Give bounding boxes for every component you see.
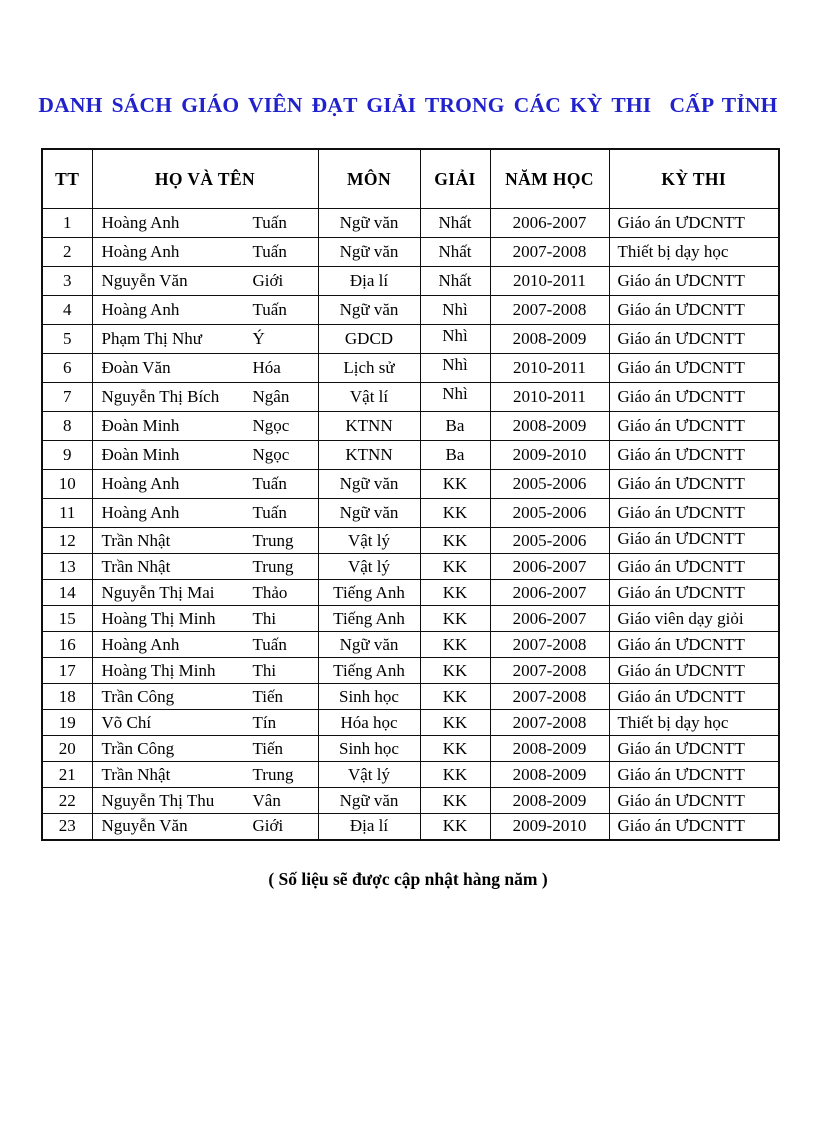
table-row	[42, 209, 779, 238]
cell-tt: 1	[42, 209, 92, 238]
cell-prize: KK	[420, 470, 490, 499]
cell-subject: Ngữ văn	[318, 788, 420, 814]
cell-exam: Giáo án ƯDCNTT	[609, 658, 779, 684]
cell-exam: Giáo án ƯDCNTT	[609, 267, 779, 296]
family-name: Hoàng Thị Minh	[101, 608, 216, 628]
cell-tt: 13	[42, 554, 92, 580]
cell-subject: Ngữ văn	[318, 470, 420, 499]
cell-exam: Giáo án ƯDCNTT	[609, 814, 779, 840]
cell-subject: KTNN	[318, 441, 420, 470]
cell-exam: Giáo án ƯDCNTT	[609, 383, 779, 412]
cell-name	[92, 736, 318, 762]
cell-name	[92, 296, 318, 325]
cell-exam: Giáo án ƯDCNTT	[609, 736, 779, 762]
table-row	[42, 606, 779, 632]
family-name: Hoàng Anh	[101, 300, 180, 319]
family-name: Trần Công	[101, 738, 175, 758]
cell-exam: Thiết bị dạy học	[609, 238, 779, 267]
cell-name	[92, 209, 318, 238]
cell-name	[92, 814, 318, 840]
cell-tt: 14	[42, 580, 92, 606]
cell-tt: 18	[42, 684, 92, 710]
cell-year: 2008-2009	[490, 762, 609, 788]
cell-prize: KK	[420, 499, 490, 528]
cell-name	[92, 606, 318, 632]
table-row	[42, 684, 779, 710]
table-row	[42, 528, 779, 554]
cell-exam: Giáo án ƯDCNTT	[609, 528, 779, 554]
cell-prize: Nhì	[420, 296, 490, 325]
cell-exam: Giáo án ƯDCNTT	[609, 325, 779, 354]
family-name: Nguyễn Văn	[101, 816, 188, 836]
cell-year: 2008-2009	[490, 736, 609, 762]
cell-subject: Ngữ văn	[318, 238, 420, 267]
cell-year: 2007-2008	[490, 658, 609, 684]
cell-name	[92, 441, 318, 470]
cell-year: 2010-2011	[490, 267, 609, 296]
given-name: Giới	[252, 271, 284, 290]
table-row	[42, 499, 779, 528]
header-prize: GIẢI	[420, 149, 490, 209]
given-name: Tuấn	[252, 503, 287, 522]
cell-subject: Ngữ văn	[318, 632, 420, 658]
table-row	[42, 762, 779, 788]
cell-prize: Ba	[420, 412, 490, 441]
family-name: Võ Chí	[101, 712, 152, 732]
family-name: Đoàn Minh	[101, 445, 180, 464]
cell-tt: 7	[42, 383, 92, 412]
cell-name	[92, 354, 318, 383]
page-title: DANH SÁCH GIÁO VIÊN ĐẠT GIẢI TRONG CÁC KỲ THI CẤP TỈNH	[38, 93, 778, 117]
table-row	[42, 658, 779, 684]
cell-year: 2005-2006	[490, 528, 609, 554]
cell-year: 2006-2007	[490, 606, 609, 632]
table-row	[42, 580, 779, 606]
table-header	[42, 149, 779, 209]
family-name: Trần Nhật	[101, 530, 171, 550]
cell-tt: 11	[42, 499, 92, 528]
cell-name	[92, 658, 318, 684]
cell-prize: Ba	[420, 441, 490, 470]
cell-year: 2008-2009	[490, 325, 609, 354]
cell-year: 2010-2011	[490, 354, 609, 383]
given-name: Tiến	[252, 686, 284, 706]
cell-year: 2006-2007	[490, 580, 609, 606]
cell-year: 2006-2007	[490, 209, 609, 238]
cell-name	[92, 580, 318, 606]
cell-name	[92, 528, 318, 554]
family-name: Phạm Thị Như	[101, 329, 203, 348]
cell-exam: Giáo án ƯDCNTT	[609, 296, 779, 325]
cell-prize: KK	[420, 684, 490, 710]
family-name: Nguyễn Thị Bích	[101, 387, 220, 406]
cell-year: 2010-2011	[490, 383, 609, 412]
given-name: Vân	[252, 790, 281, 810]
table-row	[42, 354, 779, 383]
given-name: Tuấn	[252, 474, 287, 493]
header-tt: TT	[42, 149, 92, 209]
given-name: Tuấn	[252, 213, 287, 232]
table-row	[42, 736, 779, 762]
cell-name	[92, 412, 318, 441]
given-name: Trung	[252, 556, 294, 576]
cell-exam: Giáo án ƯDCNTT	[609, 580, 779, 606]
cell-subject: Vật lý	[318, 554, 420, 580]
family-name: Đoàn Văn	[101, 358, 171, 377]
family-name: Hoàng Anh	[101, 242, 180, 261]
cell-year: 2006-2007	[490, 554, 609, 580]
cell-prize: KK	[420, 814, 490, 840]
cell-exam: Giáo án ƯDCNTT	[609, 788, 779, 814]
family-name: Hoàng Thị Minh	[101, 660, 216, 680]
cell-name	[92, 499, 318, 528]
cell-exam: Giáo án ƯDCNTT	[609, 499, 779, 528]
header-subject: MÔN	[318, 149, 420, 209]
header-row	[42, 149, 779, 209]
cell-name	[92, 710, 318, 736]
cell-prize: Nhì	[420, 325, 490, 354]
given-name: Thảo	[252, 582, 288, 602]
cell-year: 2009-2010	[490, 814, 609, 840]
cell-exam: Giáo án ƯDCNTT	[609, 209, 779, 238]
cell-tt: 2	[42, 238, 92, 267]
awards-table	[41, 148, 780, 841]
cell-subject: Ngữ văn	[318, 296, 420, 325]
cell-exam: Giáo án ƯDCNTT	[609, 412, 779, 441]
cell-exam: Thiết bị dạy học	[609, 710, 779, 736]
table-row	[42, 710, 779, 736]
family-name: Nguyễn Văn	[101, 271, 188, 290]
table-row	[42, 296, 779, 325]
cell-prize: KK	[420, 528, 490, 554]
cell-subject: Tiếng Anh	[318, 606, 420, 632]
family-name: Đoàn Minh	[101, 416, 180, 435]
cell-year: 2007-2008	[490, 710, 609, 736]
cell-subject: Tiếng Anh	[318, 658, 420, 684]
cell-exam: Giáo án ƯDCNTT	[609, 684, 779, 710]
table-row	[42, 632, 779, 658]
table-row	[42, 441, 779, 470]
cell-prize: KK	[420, 762, 490, 788]
cell-year: 2008-2009	[490, 788, 609, 814]
cell-prize: KK	[420, 606, 490, 632]
cell-tt: 9	[42, 441, 92, 470]
header-name: HỌ VÀ TÊN	[92, 149, 318, 209]
family-name: Hoàng Anh	[101, 634, 180, 654]
given-name: Hóa	[252, 358, 281, 377]
cell-tt: 22	[42, 788, 92, 814]
table-row	[42, 814, 779, 840]
cell-subject: Vật lý	[318, 528, 420, 554]
cell-year: 2007-2008	[490, 684, 609, 710]
cell-prize: Nhì	[420, 354, 490, 383]
given-name: Thi	[252, 660, 277, 680]
given-name: Ngọc	[252, 416, 290, 435]
table-row	[42, 554, 779, 580]
cell-tt: 15	[42, 606, 92, 632]
cell-year: 2007-2008	[490, 296, 609, 325]
cell-subject: Hóa học	[318, 710, 420, 736]
cell-subject: GDCD	[318, 325, 420, 354]
cell-subject: Sinh học	[318, 684, 420, 710]
cell-tt: 8	[42, 412, 92, 441]
given-name: Trung	[252, 764, 294, 784]
cell-tt: 10	[42, 470, 92, 499]
cell-subject: Tiếng Anh	[318, 580, 420, 606]
family-name: Hoàng Anh	[101, 213, 180, 232]
family-name: Nguyễn Thị Mai	[101, 582, 215, 602]
cell-subject: Ngữ văn	[318, 209, 420, 238]
table-row	[42, 383, 779, 412]
cell-exam: Giáo án ƯDCNTT	[609, 470, 779, 499]
cell-tt: 6	[42, 354, 92, 383]
given-name: Thi	[252, 608, 277, 628]
header-exam: KỲ THI	[609, 149, 779, 209]
cell-prize: KK	[420, 658, 490, 684]
cell-year: 2008-2009	[490, 412, 609, 441]
cell-exam: Giáo án ƯDCNTT	[609, 632, 779, 658]
cell-name	[92, 632, 318, 658]
given-name: Trung	[252, 530, 294, 550]
cell-tt: 12	[42, 528, 92, 554]
cell-prize: KK	[420, 580, 490, 606]
cell-subject: Địa lí	[318, 814, 420, 840]
given-name: Tuấn	[252, 242, 287, 261]
cell-name	[92, 267, 318, 296]
given-name: Tuấn	[252, 300, 287, 319]
given-name: Tín	[252, 712, 277, 732]
cell-prize: Nhất	[420, 267, 490, 296]
cell-name	[92, 383, 318, 412]
cell-exam: Giáo viên dạy giỏi	[609, 606, 779, 632]
cell-tt: 5	[42, 325, 92, 354]
family-name: Trần Công	[101, 686, 175, 706]
cell-prize: KK	[420, 632, 490, 658]
table-row	[42, 470, 779, 499]
cell-exam: Giáo án ƯDCNTT	[609, 441, 779, 470]
cell-name	[92, 554, 318, 580]
cell-year: 2005-2006	[490, 499, 609, 528]
cell-subject: KTNN	[318, 412, 420, 441]
family-name: Trần Nhật	[101, 764, 171, 784]
cell-tt: 3	[42, 267, 92, 296]
cell-year: 2009-2010	[490, 441, 609, 470]
cell-prize: KK	[420, 554, 490, 580]
cell-tt: 16	[42, 632, 92, 658]
cell-subject: Lịch sử	[318, 354, 420, 383]
cell-tt: 19	[42, 710, 92, 736]
cell-prize: KK	[420, 788, 490, 814]
family-name: Nguyễn Thị Thu	[101, 790, 215, 810]
table-row	[42, 325, 779, 354]
cell-tt: 4	[42, 296, 92, 325]
cell-year: 2005-2006	[490, 470, 609, 499]
cell-name	[92, 238, 318, 267]
cell-subject: Ngữ văn	[318, 499, 420, 528]
family-name: Hoàng Anh	[101, 474, 180, 493]
table-row	[42, 788, 779, 814]
cell-prize: Nhất	[420, 209, 490, 238]
cell-name	[92, 762, 318, 788]
cell-subject: Vật lí	[318, 383, 420, 412]
cell-tt: 21	[42, 762, 92, 788]
footer-note: ( Số liệu sẽ được cập nhật hàng năm )	[268, 869, 548, 889]
cell-subject: Sinh học	[318, 736, 420, 762]
table-row	[42, 267, 779, 296]
family-name: Hoàng Anh	[101, 503, 180, 522]
given-name: Ngọc	[252, 445, 290, 464]
table-row	[42, 238, 779, 267]
cell-prize: KK	[420, 710, 490, 736]
table-row	[42, 412, 779, 441]
table-body	[42, 209, 779, 840]
cell-prize: Nhất	[420, 238, 490, 267]
cell-subject: Địa lí	[318, 267, 420, 296]
given-name: Tuấn	[252, 634, 287, 654]
given-name: Ngân	[252, 387, 290, 406]
cell-exam: Giáo án ƯDCNTT	[609, 554, 779, 580]
cell-subject: Vật lý	[318, 762, 420, 788]
cell-year: 2007-2008	[490, 632, 609, 658]
cell-prize: Nhì	[420, 383, 490, 412]
cell-name	[92, 684, 318, 710]
cell-year: 2007-2008	[490, 238, 609, 267]
given-name: Ý	[252, 329, 265, 348]
family-name: Trần Nhật	[101, 556, 171, 576]
cell-exam: Giáo án ƯDCNTT	[609, 762, 779, 788]
cell-name	[92, 470, 318, 499]
given-name: Giới	[252, 816, 284, 836]
cell-tt: 23	[42, 814, 92, 840]
cell-tt: 17	[42, 658, 92, 684]
cell-name	[92, 325, 318, 354]
cell-prize: KK	[420, 736, 490, 762]
cell-name	[92, 788, 318, 814]
given-name: Tiến	[252, 738, 284, 758]
cell-tt: 20	[42, 736, 92, 762]
cell-exam: Giáo án ƯDCNTT	[609, 354, 779, 383]
header-year: NĂM HỌC	[490, 149, 609, 209]
